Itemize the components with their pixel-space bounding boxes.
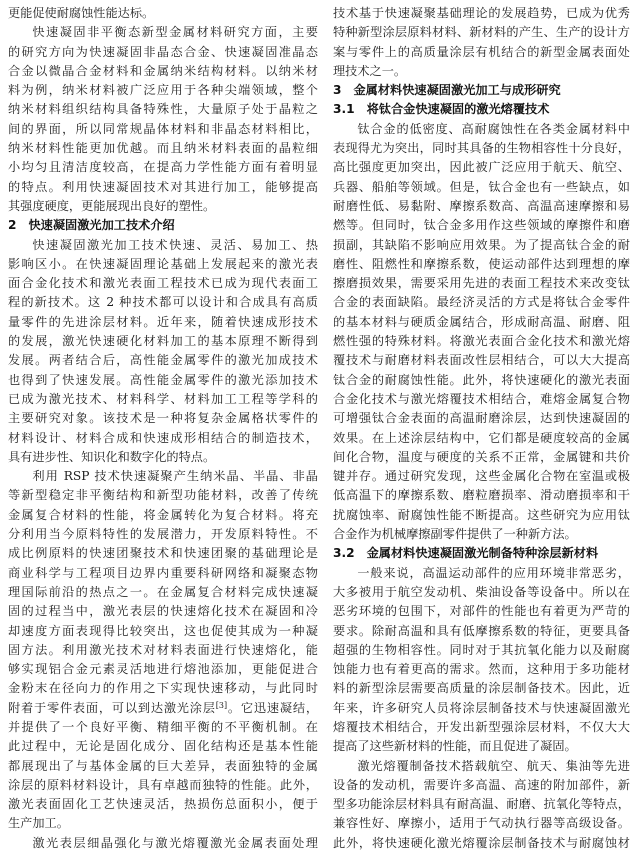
text-line: 合金的表面缺陷。最经济灵活的方式是将钛合金零件 [333, 295, 630, 310]
text-line: 键并存。通过研究发现，这些金属化合物在室温或极 [333, 469, 630, 484]
text-line: 超强的生物相容性。同时对于其抗氧化能力以及耐腐 [333, 642, 630, 657]
paragraph [333, 4, 630, 81]
paragraph [8, 467, 318, 834]
text-line: 覆技术与耐磨材料表面改性层相结合，可以大大提高 [333, 353, 630, 368]
text-line: 材料设计、材料合成和快速成形相结合的制造技术， [8, 430, 318, 445]
text-segment: 。它迅速凝结， [227, 700, 318, 715]
text-line: 大多被用于航空发动机、柴油设备等设备中。所以在 [333, 584, 630, 599]
paragraph [333, 757, 630, 853]
text-line: 也得到了快速发展。高性能金属零件的激光添加技术 [8, 372, 318, 387]
text-line: 理国际前沿的热点之一。在金属复合材料完成快速凝 [8, 584, 318, 599]
text-line: 高比强度更加突出，因此被广泛应用于航天、航空、 [333, 160, 630, 175]
text-line: 生产加工。 [8, 816, 69, 831]
section-heading [333, 100, 630, 119]
section-number: 3.2 [333, 546, 355, 561]
right-column [333, 4, 630, 853]
section-number: 2 [8, 218, 17, 233]
text-line: 兼容性好、摩擦小，适用于气动执行器等高级设备。 [333, 816, 630, 831]
text-line: 蚀能力也有着更高的需求。然而，这种用于多功能材 [333, 662, 630, 677]
text-line: 激光表层细晶强化与激光熔覆激光金属表面处理 [32, 835, 318, 850]
text-line: 熔覆技术相结合，开发出新型强涂层材料，不仅大大 [333, 719, 630, 734]
text-line: 主要研究对象。该技术是一种将复杂金属格状零件的 [8, 411, 318, 426]
text-line: 纳米材料性能更加优越。而且纳米材料表面的晶粒细 [8, 141, 318, 156]
paragraph [8, 23, 318, 216]
text-line: 成比例原料的快速团聚技术和快速团聚的基础理论是 [8, 546, 318, 561]
text-line: 表现得尤为突出，同时其具备的生物相容性十分良好， [333, 141, 630, 156]
text-line: 等新型稳定非平衡结构和新型功能材料，改善了传统 [8, 488, 318, 503]
text-line: 料为例，纳米材料被广泛应用于各种尖端领域，整个 [8, 83, 318, 98]
text-line: 的特点。利用快速凝固技术对其进行加工，能够提高 [8, 179, 318, 194]
text-line: 固方法。利用激光技术对材料表面进行快速熔化，能 [8, 642, 318, 657]
text-line: 提高了这些新材料的性能，而且促进了凝固。 [333, 739, 577, 754]
citation-marker: [3] [215, 700, 228, 710]
text-line: 更能促使耐腐蚀性能达标。 [8, 6, 155, 20]
section-title: 快速凝固激光加工技术介绍 [28, 218, 175, 233]
section-title: 将钛合金快速凝固的激光熔覆技术 [366, 102, 550, 117]
left-column [8, 4, 318, 853]
text-line: 面合金化技术和激光表面工程技术已成为现代表面工 [8, 276, 318, 291]
text-line: 并提供了一个良好平衡、精细平衡的不平衡机制。在 [8, 719, 318, 734]
paragraph [8, 236, 318, 468]
text-line: 具有进步性、知识化和数字化的特点。 [8, 449, 216, 464]
text-line: 技术基于快速凝聚基础理论的发展趋势，已成为优秀 [333, 6, 630, 20]
paragraph [333, 120, 630, 545]
text-line: 型多功能涂层材料具有耐高温、耐磨、抗氧化等特点， [333, 797, 630, 812]
text-line: 分利用当今原料特性的发展潜力，开发原料特性。不 [8, 527, 318, 542]
text-line: 快速凝固非平衡态新型金属材料研究方面，主要 [32, 25, 318, 40]
text-line: 料的新型涂层需要高质量的涂层制备技术。因此，近 [333, 681, 630, 696]
paragraph [8, 834, 318, 853]
section-heading [333, 81, 630, 100]
section-number: 3.1 [333, 102, 355, 117]
text-line: 快速凝固激光加工技术快速、灵活、易加工、热 [32, 237, 318, 252]
section-heading [8, 216, 318, 235]
text-line: 的研究方向为快速凝固非晶态合金、快速凝固准晶态 [8, 44, 318, 59]
text-line: 扰腐蚀率、耐腐蚀性能不断提高。这些研究为应用钛 [333, 507, 630, 522]
section-title: 金属材料快速凝固激光制备特种涂层新材料 [366, 546, 599, 561]
text-segment: 附着于零件表面，可以到达激光涂层 [8, 700, 216, 715]
text-line: 低高温下的摩擦系数、磨粒磨损率、滑动磨损率和干 [333, 488, 630, 503]
text-line: 却速度方面表现得比较突出，这也促使其成为一种凝 [8, 623, 318, 638]
section-title: 金属材料快速凝固激光加工与成形研究 [353, 83, 561, 98]
text-line: 此过程中，无论是固化成分、固化结构还是基本性能 [8, 739, 318, 754]
text-line: 损副，其缺陷不影响应用效果。为了提高钛合金的耐 [333, 237, 630, 252]
text-line: 要求。除耐高温和具有低摩擦系数的特征，更要具备 [333, 623, 630, 638]
section-heading [333, 544, 630, 563]
section-number: 3 [333, 83, 342, 98]
text-line: 商业科学与工程项目边界内重要科研网络和凝聚态物 [8, 565, 318, 580]
text-line: 金属复合材料的性能，将金属转化为复合材料。将充 [8, 507, 318, 522]
text-line: 的发展，激光快速硬化材料加工的基本原理不断得到 [8, 334, 318, 349]
text-line: 可增强钛合金表面的高温耐磨涂层，达到快速凝固的 [333, 411, 630, 426]
text-line: 案与零件上的高质量涂层有机结合的新型金属表面处 [333, 44, 630, 59]
text-line: 磨性、阻燃性和摩擦系数，使运动部件达到理想的摩 [333, 256, 630, 271]
text-line: 合金作为机械摩擦副零件提供了一种新方法。 [333, 527, 577, 542]
text-line: 此外，将快速硬化激光熔覆涂层制备技术与耐腐蚀材 [333, 835, 630, 850]
text-line: 激光表面固化工艺快速灵活，热损伤总面积小，便于 [8, 797, 318, 812]
paragraph [333, 564, 630, 757]
text-line: 设备的发动机，需要许多高温、高速的附加部件，新 [333, 777, 630, 792]
text-line: 间的界面，所以同常规晶体材料和非晶态材料相比， [8, 121, 318, 136]
text-line: 固的过程当中，激光表层的快速熔化技术在凝固和冷 [8, 604, 318, 619]
text-line: 发展。两者结合后，高性能金属零件的激光加成技术 [8, 353, 318, 368]
text-line: 兵器、船舶等领域。但是，钛合金也有一些缺点，如 [333, 179, 630, 194]
text-line: 都展现出了与基体金属的巨大差异，表面独特的金属 [8, 758, 318, 773]
text-line: 激光熔覆制备技术搭载航空、航天、集油等先进 [357, 758, 630, 773]
text-line: 燃性强的特殊材料。将激光表面合金化技术和激光熔 [333, 334, 630, 349]
text-line: 小均匀且清洁度较高，在提高力学性能方面有着明显 [8, 160, 318, 175]
text-line: 已成为激光技术、材料科学、材料加工工程等学科的 [8, 391, 318, 406]
text-line: 间化合物，温度与硬度的关系不正常，金属键和共价 [333, 449, 630, 464]
text-line [8, 699, 318, 718]
text-line: 其强度硬度，更能展现出良好的塑性。 [8, 198, 216, 213]
text-line: 量零件的先进涂层材料。近年来，随着快速成形技术 [8, 314, 318, 329]
text-line: 涂层的原料材料设计，具有卓越而独特的性能。此外， [8, 777, 318, 792]
text-line: 耐磨性低、易黏附、摩擦系数高、高温高速摩擦和易 [333, 198, 630, 213]
text-line: 程的新技术。这 2 种技术都可以设计和合成具有高质 [8, 295, 318, 310]
text-line: 擦磨损效果，需要采用先进的表面工程技术来改变钛 [333, 276, 630, 291]
text-line: 特种新型涂层原料材料、新材料的产生、生产的设计方 [333, 25, 630, 40]
text-line: 燃等。但同时，钛合金多用作这些领域的摩擦件和磨 [333, 218, 630, 233]
paragraph [8, 4, 318, 23]
text-line: 纳米材料组织结构具备特殊性，大量原子处于晶粒之 [8, 102, 318, 117]
text-line: 理技术之一。 [333, 63, 407, 78]
text-line: 利用 RSP 技术快速凝聚产生纳米晶、半晶、非晶 [32, 469, 318, 484]
text-line: 一般来说，高温运动部件的应用环境非常恶劣， [357, 565, 630, 580]
text-line: 的基本材料与硬质金属结合，形成耐高温、耐磨、阻 [333, 314, 630, 329]
text-line: 钛合金的耐腐蚀性能。此外，将快速硬化的激光表面 [333, 372, 630, 387]
text-line: 年来，许多研究人员将涂层制备技术与快速凝固激光 [333, 700, 630, 715]
text-line: 合金化技术与激光熔覆技术相结合，难熔金属复合物 [333, 391, 630, 406]
text-line: 影响区小。在快速凝固理论基础上发展起来的激光表 [8, 256, 318, 271]
text-line: 恶劣环境的包围下，对部件的性能也有着更为严苛的 [333, 604, 630, 619]
text-line: 合金以微晶合金材料和金属纳米结构材料。以纳米材 [8, 63, 318, 78]
text-line: 够实现铝合金元素灵活地进行熔池添加，更能促进合 [8, 662, 318, 677]
text-line: 效果。在上述涂层结构中，它们都是硬度较高的金属 [333, 430, 630, 445]
text-line: 钛合金的低密度、高耐腐蚀性在各类金属材料中 [357, 121, 630, 136]
text-line: 金粉末在径向力的作用之下实现快速移动，与此同时 [8, 681, 318, 696]
